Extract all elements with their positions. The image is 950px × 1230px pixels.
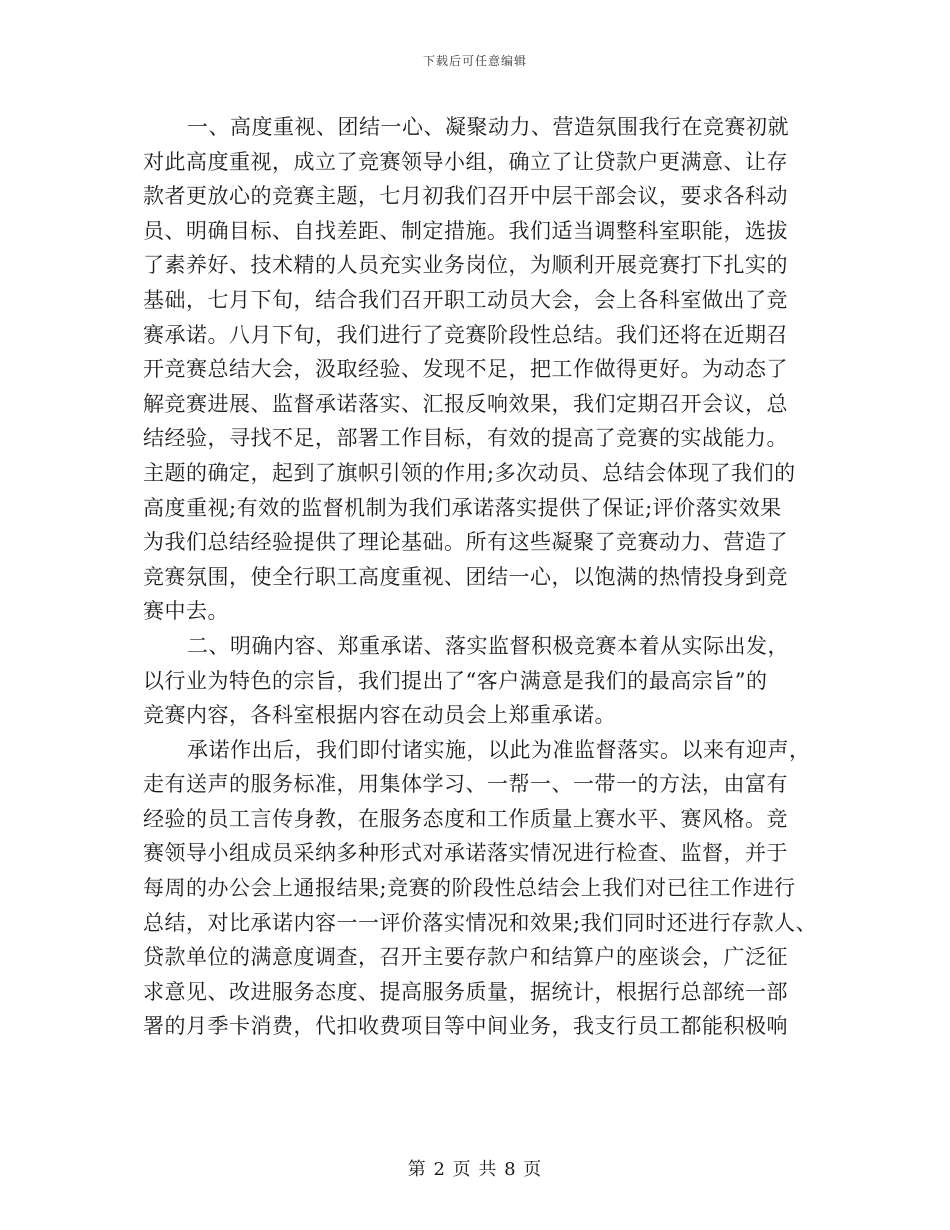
- text-line: 署的月季卡消费，代扣收费项目等中间业务，我支行员工都能积极响: [143, 1014, 788, 1039]
- text-line: 基础，七月下旬，结合我们召开职工动员大会，会上各科室做出了竞: [143, 287, 788, 312]
- text-line: 开竞赛总结大会，汲取经验、发现不足，把工作做得更好。为动态了: [143, 357, 788, 382]
- document-body: [143, 110, 818, 1044]
- text-line: 为我们总结经验提供了理论基础。所有这些凝聚了竞赛动力、营造了: [143, 530, 788, 555]
- text-line: 解竞赛进展、监督承诺落实、汇报反响效果，我们定期召开会议，总: [143, 391, 788, 416]
- text-line: 经验的员工言传身教，在服务态度和工作质量上赛水平、赛风格。竞: [143, 806, 788, 831]
- text-line: 主题的确定，起到了旗帜引领的作用;多次动员、总结会体现了我们的: [143, 460, 796, 485]
- text-line: 一、高度重视、团结一心、凝聚动力、营造氛围我行在竞赛初就: [187, 115, 789, 139]
- text-line: 赛承诺。八月下旬，我们进行了竞赛阶段性总结。我们还将在近期召: [143, 322, 788, 347]
- text-line: 赛中去。: [143, 599, 229, 624]
- text-line: 承诺作出后，我们即付诸实施，以此为准监督落实。以来有迎声，: [187, 737, 811, 762]
- text-line: 结经验，寻找不足，部署工作目标，有效的提高了竞赛的实战能力。: [143, 426, 788, 451]
- text-line: 求意见、改进服务态度、提高服务质量，据统计，根据行总部统一部: [143, 979, 788, 1004]
- text-line: 员、明确目标、自找差距、制定措施。我们适当调整科室职能，选拔: [143, 218, 788, 243]
- text-line: 赛领导小组成员采纳多种形式对承诺落实情况进行检查、监督，并于: [143, 841, 788, 866]
- text-line: 贷款单位的满意度调查，召开主要存款户和结算户的座谈会，广泛征: [143, 945, 788, 970]
- text-line: 竞赛氛围，使全行职工高度重视、团结一心，以饱满的热情投身到竞: [143, 564, 788, 589]
- text-line: 高度重视;有效的监督机制为我们承诺落实提供了保证;评价落实效果: [143, 495, 782, 520]
- text-line: 竞赛内容，各科室根据内容在动员会上郑重承诺。: [143, 703, 616, 728]
- text-line: 每周的办公会上通报结果;竞赛的阶段性总结会上我们对已往工作进行: [143, 876, 796, 901]
- text-line: 了素养好、技术精的人员充实业务岗位，为顺利开展竞赛打下扎实的: [143, 253, 788, 278]
- text-line: 二、明确内容、郑重承诺、落实监督积极竞赛本着从实际出发，: [187, 633, 789, 658]
- text-line: 总结，对比承诺内容一一评价落实情况和效果;我们同时还进行存款人、: [143, 910, 818, 935]
- page-header: 下载后可任意编辑: [422, 54, 527, 68]
- page-number: 第 2 页 共 8 页: [407, 1159, 543, 1180]
- text-line: 对此高度重视，成立了竞赛领导小组，确立了让贷款户更满意、让存: [143, 149, 788, 174]
- text-line: 款者更放心的竞赛主题，七月初我们召开中层干部会议，要求各科动: [143, 184, 788, 209]
- text-line: 以行业为特色的宗旨，我们提出了“客户满意是我们的最高宗旨”的: [143, 668, 768, 693]
- text-line: 走有送声的服务标准，用集体学习、一帮一、一带一的方法，由富有: [143, 772, 788, 797]
